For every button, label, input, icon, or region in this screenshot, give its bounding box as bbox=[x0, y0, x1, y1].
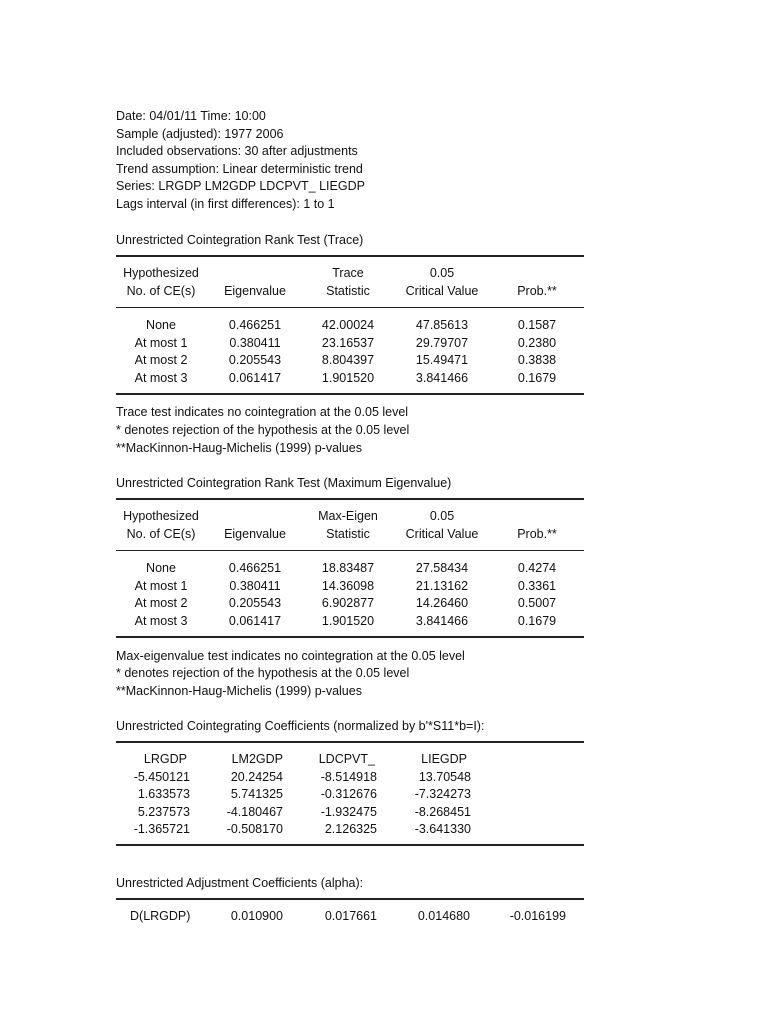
table-cell: 0.010900 bbox=[230, 909, 283, 923]
table-cell: 3.841466 bbox=[415, 371, 469, 385]
coef-header-ldcpvt: LDCPVT_ bbox=[318, 752, 375, 766]
table-cell: 1.901520 bbox=[321, 371, 375, 385]
alpha-title: Unrestricted Adjustment Coefficients (alpha): bbox=[116, 876, 364, 890]
table-cell: 18.83487 bbox=[321, 561, 375, 575]
trace-header-prob: Prob.** bbox=[517, 284, 557, 298]
table-cell: 0.1587 bbox=[517, 318, 557, 332]
table-cell: None bbox=[146, 561, 176, 575]
table-cell: 21.13162 bbox=[415, 579, 469, 593]
table-cell: 8.804397 bbox=[321, 353, 375, 367]
trace-top-rule bbox=[116, 255, 584, 257]
coef-header-liegdp: LIEGDP bbox=[421, 752, 467, 766]
table-cell: -0.312676 bbox=[320, 787, 377, 801]
coef-top-rule bbox=[116, 741, 584, 743]
coef-title: Unrestricted Cointegrating Coefficients (normalized by b'*S11*b=I): bbox=[116, 719, 485, 733]
table-cell: At most 1 bbox=[134, 579, 188, 593]
trend-line: Trend assumption: Linear deterministic trend bbox=[116, 162, 363, 176]
trace-note-2: * denotes rejection of the hypothesis at the 0.05 level bbox=[116, 423, 410, 437]
table-cell: -8.268451 bbox=[414, 805, 471, 819]
table-cell: -1.932475 bbox=[320, 805, 377, 819]
table-cell: 0.014680 bbox=[417, 909, 470, 923]
maxeig-note-1: Max-eigenvalue test indicates no cointegration at the 0.05 level bbox=[116, 649, 465, 663]
table-cell: -4.180467 bbox=[226, 805, 283, 819]
trace-header-cv2: Critical Value bbox=[405, 284, 479, 298]
maxeig-header-eigenvalue: Eigenvalue bbox=[224, 527, 286, 541]
table-cell: -0.016199 bbox=[509, 909, 566, 923]
maxeig-bottom-rule bbox=[116, 636, 584, 638]
table-cell: 5.237573 bbox=[137, 805, 190, 819]
table-cell: 0.380411 bbox=[229, 336, 281, 350]
maxeig-header-hyp2: No. of CE(s) bbox=[126, 527, 196, 541]
table-cell: -8.514918 bbox=[320, 770, 377, 784]
table-cell: 0.466251 bbox=[228, 561, 282, 575]
table-cell: 0.061417 bbox=[228, 614, 282, 628]
table-cell: At most 2 bbox=[134, 353, 188, 367]
table-cell: 0.205543 bbox=[228, 353, 282, 367]
table-cell: 0.5007 bbox=[517, 596, 557, 610]
table-cell: -5.450121 bbox=[133, 770, 190, 784]
trace-header-hyp2: No. of CE(s) bbox=[126, 284, 196, 298]
series-line: Series: LRGDP LM2GDP LDCPVT_ LIEGDP bbox=[116, 179, 365, 193]
maxeig-header-stat2: Statistic bbox=[326, 527, 370, 541]
sample-line: Sample (adjusted): 1977 2006 bbox=[116, 127, 284, 141]
maxeig-note-2: * denotes rejection of the hypothesis at the 0.05 level bbox=[116, 666, 410, 680]
trace-note-1: Trace test indicates no cointegration at the 0.05 level bbox=[116, 405, 409, 419]
alpha-row-label: D(LRGDP) bbox=[130, 909, 191, 923]
table-cell: 5.741325 bbox=[230, 787, 283, 801]
table-cell: 23.16537 bbox=[321, 336, 375, 350]
table-cell: 0.2380 bbox=[517, 336, 557, 350]
table-cell: 27.58434 bbox=[415, 561, 469, 575]
trace-title: Unrestricted Cointegration Rank Test (Trace) bbox=[116, 233, 364, 247]
table-cell: -7.324273 bbox=[414, 787, 471, 801]
table-cell: At most 3 bbox=[134, 371, 188, 385]
table-cell: At most 3 bbox=[134, 614, 188, 628]
table-cell: 14.36098 bbox=[321, 579, 375, 593]
date-line: Date: 04/01/11 Time: 10:00 bbox=[116, 109, 266, 123]
maxeig-top-rule bbox=[116, 498, 584, 500]
table-cell: 1.633573 bbox=[137, 787, 190, 801]
coef-header-lrgdp: LRGDP bbox=[143, 752, 187, 766]
trace-header-hyp1: Hypothesized bbox=[123, 266, 199, 280]
alpha-top-rule bbox=[116, 898, 584, 900]
maxeig-header-prob: Prob.** bbox=[517, 527, 557, 541]
trace-header-stat2: Statistic bbox=[326, 284, 370, 298]
table-cell: 2.126325 bbox=[324, 822, 377, 836]
maxeig-header-stat1: Max-Eigen bbox=[318, 509, 378, 523]
maxeig-header-rule bbox=[116, 550, 584, 551]
table-cell: 0.3838 bbox=[517, 353, 557, 367]
table-cell: 0.3361 bbox=[517, 579, 557, 593]
observations-line: Included observations: 30 after adjustments bbox=[116, 144, 358, 158]
table-cell: -1.365721 bbox=[133, 822, 190, 836]
table-cell: -3.641330 bbox=[414, 822, 471, 836]
trace-header-rule bbox=[116, 307, 584, 308]
table-cell: 14.26460 bbox=[415, 596, 469, 610]
trace-header-eigenvalue: Eigenvalue bbox=[224, 284, 286, 298]
table-cell: At most 1 bbox=[134, 336, 188, 350]
trace-header-cv1: 0.05 bbox=[429, 266, 455, 280]
trace-note-3: **MacKinnon-Haug-Michelis (1999) p-values bbox=[116, 441, 362, 455]
table-cell: 0.061417 bbox=[228, 371, 282, 385]
coef-bottom-rule bbox=[116, 844, 584, 846]
maxeig-note-3: **MacKinnon-Haug-Michelis (1999) p-values bbox=[116, 684, 362, 698]
table-cell: 15.49471 bbox=[415, 353, 469, 367]
trace-header-stat1: Trace bbox=[332, 266, 364, 280]
table-cell: At most 2 bbox=[134, 596, 188, 610]
table-cell: 0.466251 bbox=[228, 318, 282, 332]
trace-bottom-rule bbox=[116, 393, 584, 395]
table-cell: 0.4274 bbox=[517, 561, 557, 575]
lags-line: Lags interval (in first differences): 1 to 1 bbox=[116, 197, 335, 211]
table-cell: 42.00024 bbox=[321, 318, 375, 332]
table-cell: 47.85613 bbox=[415, 318, 469, 332]
table-cell: 13.70548 bbox=[418, 770, 471, 784]
table-cell: 0.380411 bbox=[229, 579, 281, 593]
maxeig-header-cv2: Critical Value bbox=[405, 527, 479, 541]
table-cell: 20.24254 bbox=[230, 770, 283, 784]
table-cell: 1.901520 bbox=[321, 614, 375, 628]
table-cell: 6.902877 bbox=[321, 596, 375, 610]
table-cell: 0.1679 bbox=[517, 614, 557, 628]
table-cell: 0.205543 bbox=[228, 596, 282, 610]
table-cell: 29.79707 bbox=[415, 336, 469, 350]
maxeig-header-hyp1: Hypothesized bbox=[123, 509, 199, 523]
table-cell: 0.017661 bbox=[324, 909, 377, 923]
table-cell: -0.508170 bbox=[226, 822, 283, 836]
table-cell: 0.1679 bbox=[517, 371, 557, 385]
maxeig-header-cv1: 0.05 bbox=[429, 509, 455, 523]
coef-header-lm2gdp: LM2GDP bbox=[231, 752, 283, 766]
table-cell: None bbox=[146, 318, 176, 332]
table-cell: 3.841466 bbox=[415, 614, 469, 628]
maxeig-title: Unrestricted Cointegration Rank Test (Maximum Eigenvalue) bbox=[116, 476, 452, 490]
